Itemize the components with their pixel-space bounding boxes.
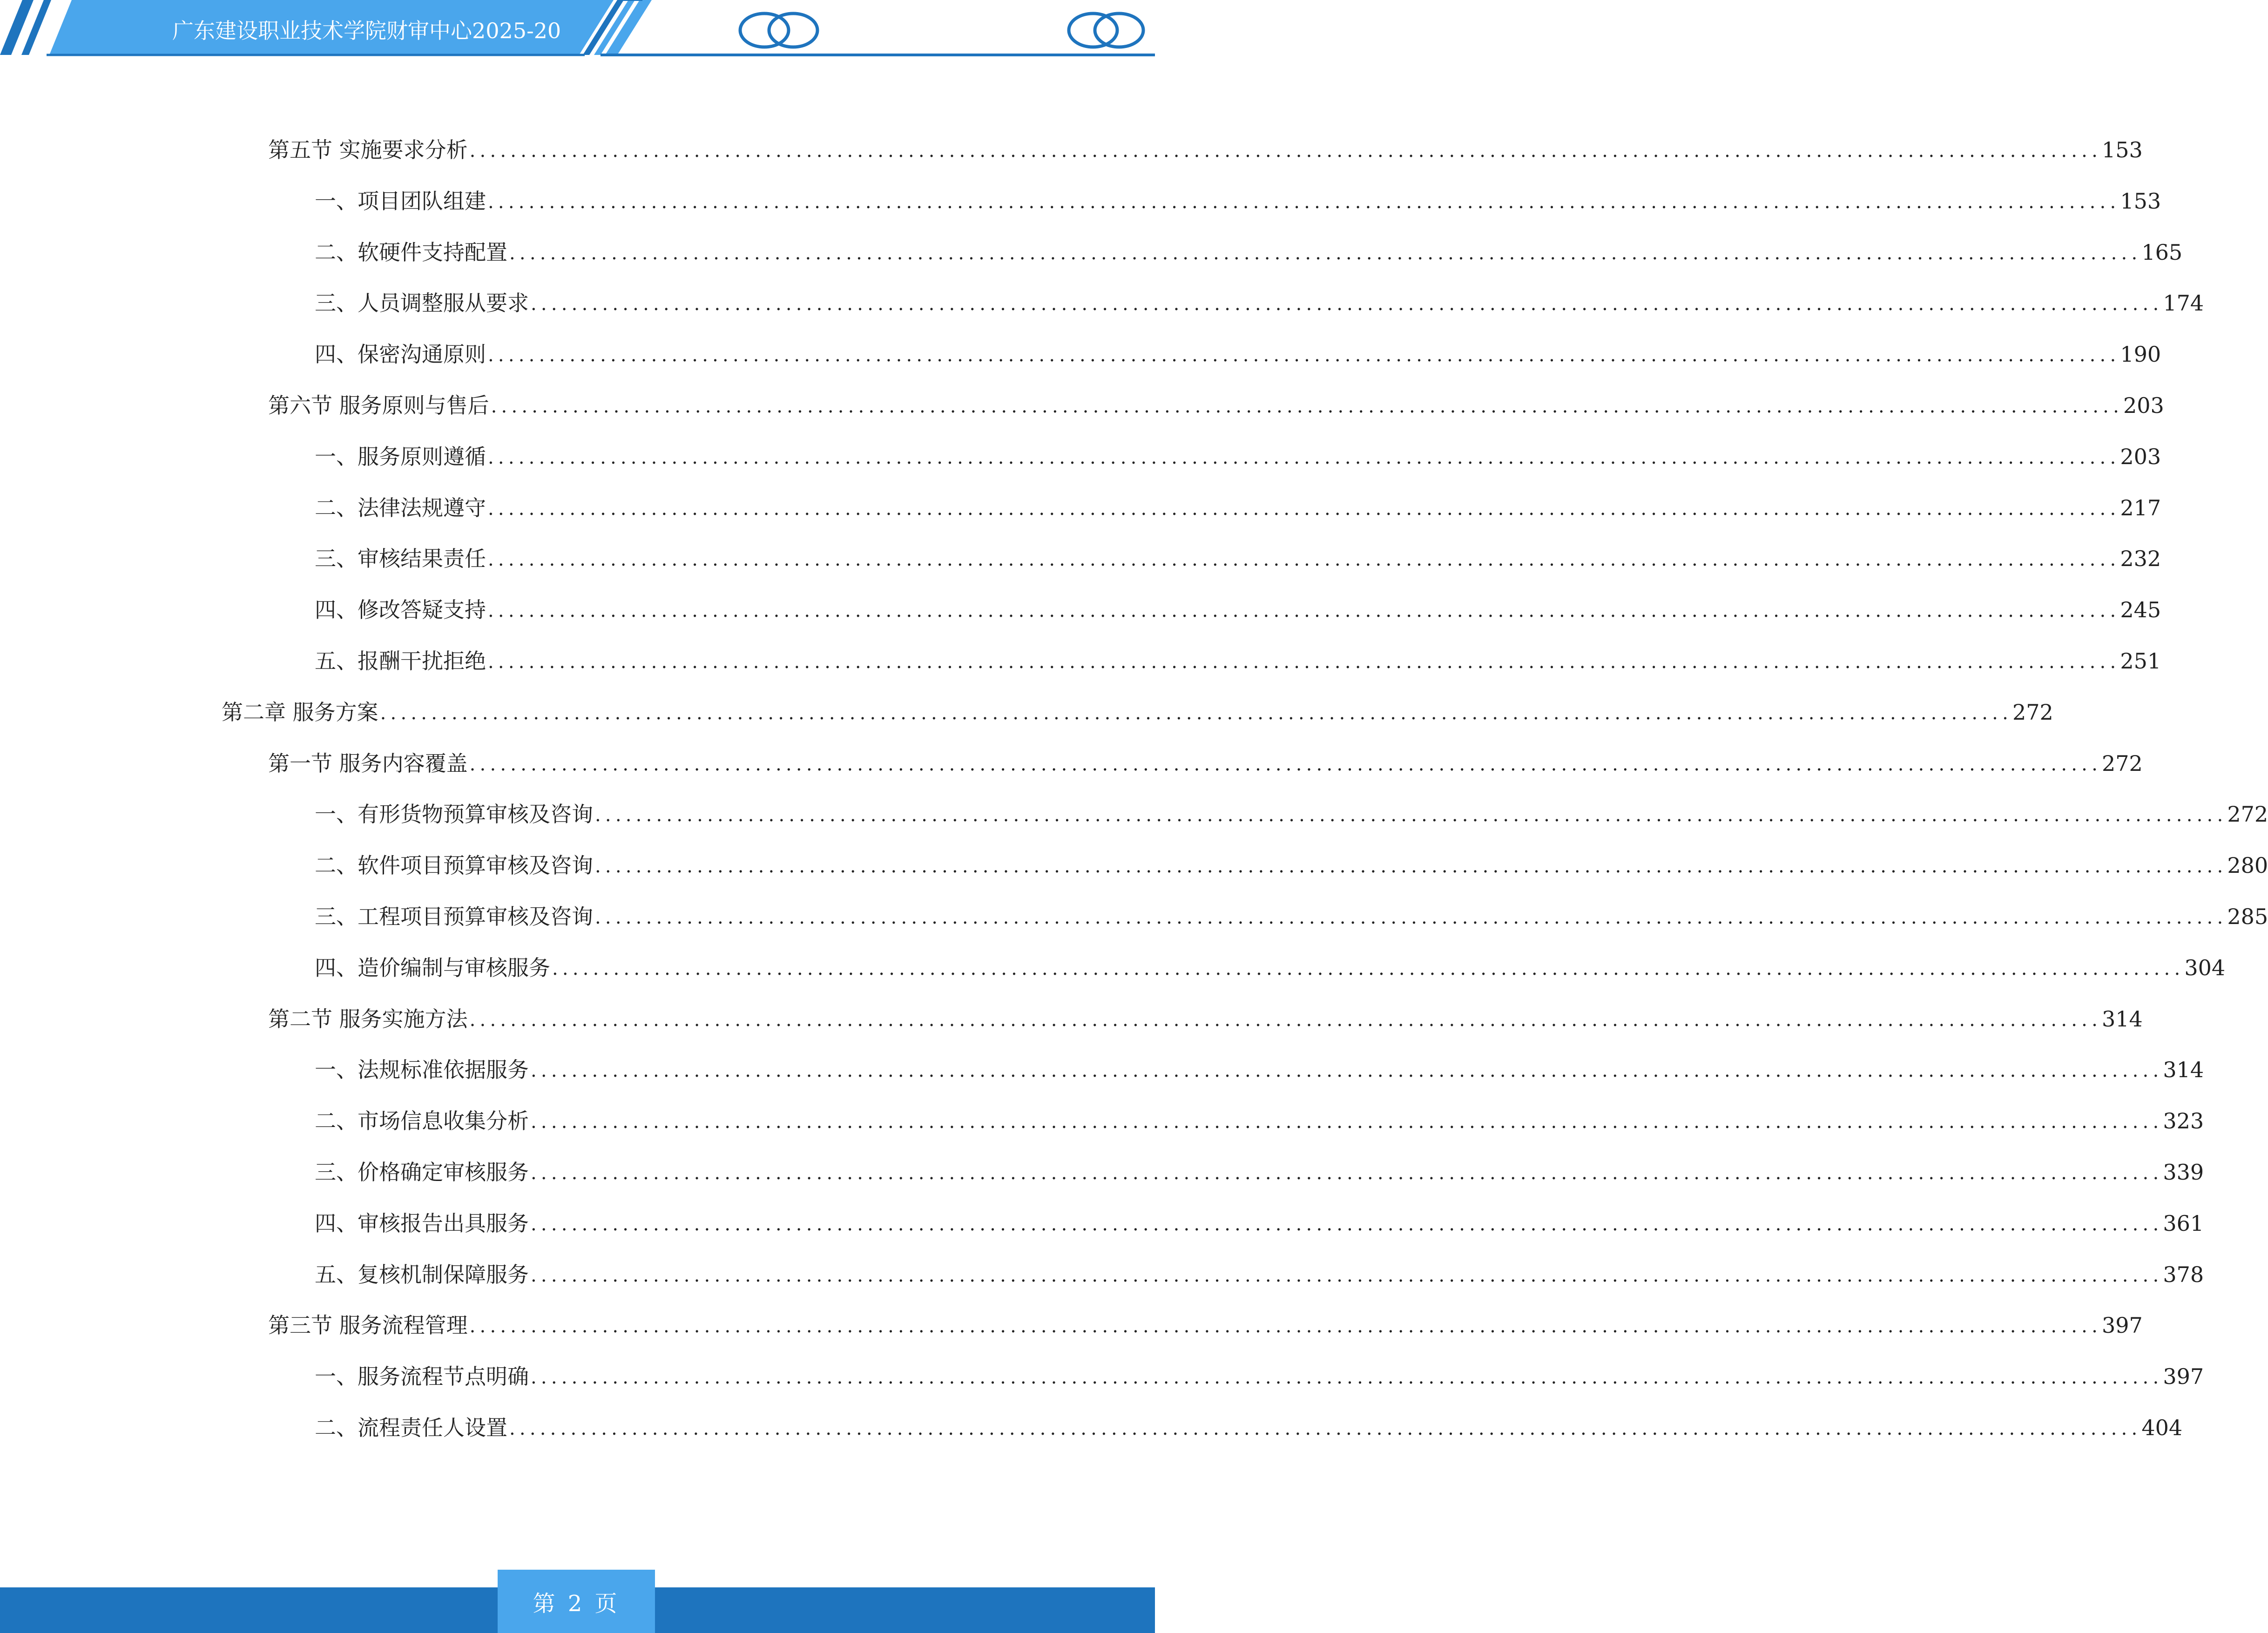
toc-entry-page: 153 [2102,137,2143,162]
toc-entry-title: 第六节 服务原则与售后 [268,393,489,418]
toc-entry-number: 三、 [315,290,358,316]
toc-dot-leader: ................................................................................................................................................................ [491,396,2123,417]
toc-entry-title: 软硬件支持配置 [358,239,507,265]
toc-entry-page: 251 [2120,648,2161,674]
toc-entry[interactable] [315,1154,2204,1191]
header-logo-left-icon [736,9,824,51]
toc-dot-leader: ................................................................................................................................................................ [469,140,2102,162]
toc-entry-page: 190 [2120,342,2161,367]
toc-entry-title: 项目团队组建 [358,188,486,214]
toc-entry-number: 三、 [315,546,358,572]
toc-entry-number: 二、 [315,853,358,878]
toc-entry-title: 审核结果责任 [358,546,486,572]
header-title: 广东建设职业技术学院财审中心2025-20 [172,18,561,43]
toc-entry[interactable] [268,745,2143,782]
toc-entry[interactable] [315,847,2268,884]
toc-entry-number: 三、 [315,1160,358,1185]
toc-entry-page: 304 [2184,955,2226,980]
toc-entry-page: 217 [2120,495,2161,520]
toc-entry-page: 272 [2227,802,2268,827]
toc-entry-page: 378 [2163,1262,2204,1287]
toc-entry[interactable] [315,234,2183,271]
toc-dot-leader: ................................................................................................................................................................ [488,446,2120,468]
toc-dot-leader: ................................................................................................................................................................ [469,1009,2102,1031]
toc-entry-page: 272 [2102,750,2143,776]
toc-entry-number: 三、 [315,904,358,929]
toc-entry-title: 服务原则遵循 [358,444,486,469]
toc-entry[interactable] [315,1102,2204,1140]
toc-entry-number: 五、 [315,1262,358,1287]
toc-entry-number: 四、 [315,597,358,623]
toc-entry[interactable] [315,1409,2183,1446]
toc-dot-leader: ................................................................................................................................................................ [552,958,2185,979]
toc-entry[interactable] [315,284,2204,322]
toc-entry-title: 第一节 服务内容覆盖 [268,750,468,776]
toc-entry-number: 四、 [315,955,358,980]
toc-entry[interactable] [315,336,2161,373]
toc-entry[interactable] [315,1205,2204,1242]
toc-entry[interactable] [315,898,2268,935]
toc-entry-title: 有形货物预算审核及咨询 [358,802,593,827]
toc-entry-page: 232 [2120,546,2161,572]
toc-dot-leader: ................................................................................................................................................................ [488,344,2120,366]
toc-entry-title: 审核报告出具服务 [358,1210,529,1236]
toc-entry[interactable] [222,694,2053,731]
toc-dot-leader: ................................................................................................................................................................ [531,1264,2163,1286]
toc-entry-page: 397 [2102,1313,2143,1338]
toc-entry-page: 245 [2120,597,2161,623]
toc-entry[interactable] [315,489,2161,526]
toc-dot-leader: ................................................................................................................................................................ [488,549,2120,571]
toc-entry-page: 339 [2163,1160,2204,1185]
toc-dot-leader: ................................................................................................................................................................ [509,1418,2142,1439]
toc-entry-page: 272 [2012,699,2053,725]
toc-entry[interactable] [315,1256,2204,1293]
toc-entry-title: 复核机制保障服务 [358,1262,529,1287]
page-number: 第 2 页 [498,1570,655,1633]
toc-entry-title: 报酬干扰拒绝 [358,648,486,674]
toc-entry-number: 二、 [315,1415,358,1440]
toc-entry-title: 价格确定审核服务 [358,1160,529,1185]
toc-entry-title: 第五节 实施要求分析 [268,137,468,162]
toc-entry-number: 一、 [315,1364,358,1390]
toc-dot-leader: ................................................................................................................................................................ [531,1367,2163,1389]
toc-entry-title: 人员调整服从要求 [358,290,529,316]
toc-entry-title: 保密沟通原则 [358,342,486,367]
toc-entry[interactable] [315,949,2226,986]
toc-dot-leader: ................................................................................................................................................................ [531,1213,2163,1235]
toc-entry-title: 市场信息收集分析 [358,1108,529,1134]
toc-entry-title: 法律法规遵守 [358,495,486,520]
toc-entry[interactable] [315,438,2161,475]
toc-entry-title: 流程责任人设置 [358,1415,507,1440]
toc-entry-page: 153 [2120,188,2161,214]
toc-entry-number: 一、 [315,1057,358,1083]
page-header [0,0,1155,61]
toc-entry-number: 一、 [315,188,358,214]
toc-dot-leader: ................................................................................................................................................................ [531,1111,2163,1133]
toc-entry-title: 第三节 服务流程管理 [268,1313,468,1338]
toc-dot-leader: ................................................................................................................................................................ [531,1060,2163,1082]
toc-entry[interactable] [268,387,2164,424]
toc-entry-page: 174 [2163,290,2204,316]
toc-entry-number: 五、 [315,648,358,674]
toc-entry[interactable] [315,591,2161,628]
toc-dot-leader: ................................................................................................................................................................ [531,1162,2163,1184]
toc-entry-number: 二、 [315,495,358,520]
toc-entry[interactable] [268,1000,2143,1038]
toc-entry-title: 修改答疑支持 [358,597,486,623]
toc-entry-number: 一、 [315,802,358,827]
toc-entry-page: 165 [2141,239,2183,265]
toc-dot-leader: ................................................................................................................................................................ [509,242,2142,264]
toc-entry-number: 四、 [315,1210,358,1236]
toc-dot-leader: ................................................................................................................................................................ [380,702,2012,724]
toc-entry[interactable] [315,182,2161,220]
header-logo-right-icon [1062,9,1151,51]
toc-dot-leader: ................................................................................................................................................................ [595,856,2228,877]
toc-entry-page: 314 [2102,1006,2143,1032]
toc-entry[interactable] [315,642,2161,680]
toc-entry-title: 第二章 服务方案 [222,699,378,725]
toc-entry[interactable] [315,1051,2204,1088]
toc-dot-leader: ................................................................................................................................................................ [488,191,2120,213]
toc-dot-leader: ................................................................................................................................................................ [469,753,2102,775]
toc-entry[interactable] [315,796,2268,833]
toc-entry-page: 404 [2141,1415,2183,1440]
toc-entry-page: 314 [2163,1057,2204,1083]
toc-dot-leader: ................................................................................................................................................................ [595,907,2228,928]
toc-entry-title: 第二节 服务实施方法 [268,1006,468,1032]
toc-dot-leader: ................................................................................................................................................................ [488,651,2120,673]
toc-entry-title: 造价编制与审核服务 [358,955,550,980]
toc-entry[interactable] [268,131,2143,169]
toc-entry-page: 285 [2227,904,2268,929]
toc-entry-title: 服务流程节点明确 [358,1364,529,1390]
toc-entry-number: 一、 [315,444,358,469]
toc-entry[interactable] [315,540,2161,577]
toc-entry-title: 法规标准依据服务 [358,1057,529,1083]
toc-entry-page: 203 [2120,444,2161,469]
toc-dot-leader: ................................................................................................................................................................ [488,498,2120,520]
toc-entry-page: 397 [2163,1364,2204,1390]
toc-dot-leader: ................................................................................................................................................................ [488,600,2120,622]
toc-entry-title: 软件项目预算审核及咨询 [358,853,593,878]
toc-dot-leader: ................................................................................................................................................................ [595,804,2228,826]
toc-entry-page: 203 [2123,393,2164,418]
toc-entry-number: 二、 [315,239,358,265]
toc-entry-number: 四、 [315,342,358,367]
toc-dot-leader: ................................................................................................................................................................ [531,293,2163,315]
toc-entry-title: 工程项目预算审核及咨询 [358,904,593,929]
toc-entry-page: 361 [2163,1210,2204,1236]
toc-entry[interactable] [315,1358,2204,1395]
toc-entry-number: 二、 [315,1108,358,1134]
toc-entry-page: 280 [2227,853,2268,878]
toc-dot-leader: ................................................................................................................................................................ [469,1316,2102,1337]
toc-entry-page: 323 [2163,1108,2204,1134]
toc-entry[interactable] [268,1307,2143,1344]
